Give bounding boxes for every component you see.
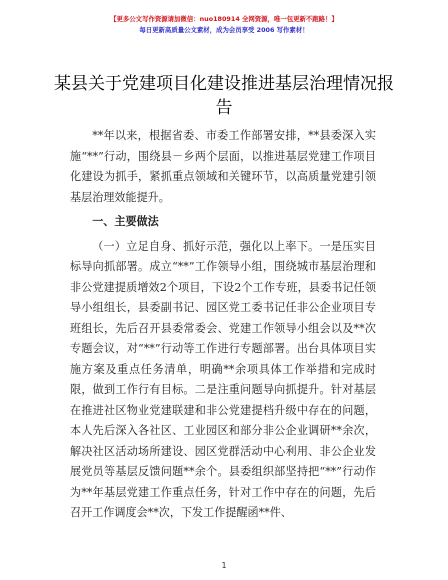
document-title: 某县关于党建项目化建设推进基层治理情况报告 — [54, 74, 394, 118]
body-paragraph: （一）立足自身、抓好示范，强化以上率下。一是压实目标导向抓部署。成立“**”工作领导小组，围绕城市基层治理和非公党建提质增效2个项目，下设2个工作专班，县委书记任领导小组组长，县委副书记、园区党工委书记任非公企业项目专班组长，先后召开县委常委会、党建工作领导小组会以及**次专题会议，对“**”行动等工作进行专题部署。出台具体项目实施方案及重点任务清单，明确**余项具体工作举措和完成时限，做到工作行有目标。二是注重问题导向抓提升。针对基层在推进社区物业党建联建和非公党建提档升级中存在的问题，本人先后深入各社区、工业园区和部分非公企业调研**余次，解决社区活动场所建设、园区党群活动中心利用、非公企业发展党员等基层反馈问题**余个。县委组织部坚持把“**”行动作为**年基层党建工作重点任务，针对工作中存在的问题，先后召开工作调度会**次，下发工作提醒函**件、 — [70, 239, 376, 519]
banner-line-2: 每日更新高质量公文素材，成为会员享受 2006 写作素材！ — [139, 26, 309, 34]
section-heading: 一、主要做法 — [92, 215, 159, 228]
intro-paragraph: **年以来，根据省委、市委工作部署安排，**县委深入实施“**”行动，围绕县－乡两个层面，以推进基层党建工作项目化建设为抓手，紧抓重点领域和关键环节，以高质量党建引领基层治理效能提升。 — [70, 129, 376, 204]
resource-banner — [0, 14, 448, 36]
document-body — [70, 126, 376, 524]
banner-line-1: 【更多公文写作资源请加微信：nuo180914 全网资源，唯一包更新不跑路！】 — [110, 15, 338, 23]
page-number: 1 — [221, 561, 227, 570]
